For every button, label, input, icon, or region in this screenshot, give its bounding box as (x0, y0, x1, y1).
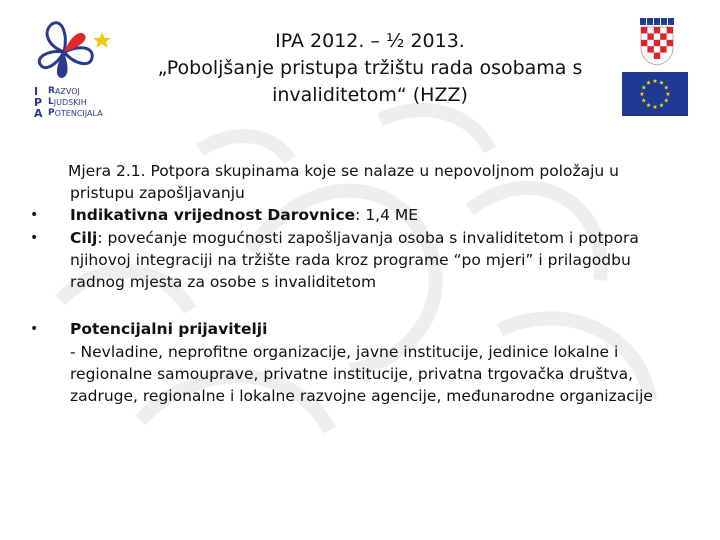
grant-item (70, 204, 418, 226)
applicants-line-3: zadruge, regionalne i lokalne razvojne agencije, međunarodne organizacije (70, 387, 653, 405)
measure-line-2: pristupu zapošljavanju (70, 184, 245, 202)
title-line-3: invaliditetom“ (HZZ) (272, 84, 468, 106)
logo-letter-i: I (34, 85, 39, 98)
applicants-label: Potencijalni prijavitelji (70, 320, 268, 338)
title-line-2: „Poboljšanje pristupa tržištu rada osobama s (157, 57, 583, 79)
slide-title (150, 28, 590, 109)
bullet-grant: • (30, 207, 39, 223)
goal-label: Cilj (70, 229, 98, 247)
goal-line-3: radnog mjesta za osobe s invaliditetom (70, 273, 377, 291)
ipa-logo: I R AZVOJ P L JUDSKIH A P OTENCIJALA (34, 16, 138, 122)
applicants-line-2: regionalne samouprave, privatne institucije, privatna trgovačka društva, (70, 365, 634, 383)
bullet-applicants: • (30, 321, 39, 337)
grant-value: : 1,4 ME (355, 206, 419, 224)
logo-letter-p: P (34, 96, 43, 109)
eu-flag-icon (622, 72, 688, 116)
bullet-goal: • (30, 230, 39, 246)
logo-letter-a: A (34, 107, 43, 120)
grant-label: Indikativna vrijednost Darovnice (70, 206, 356, 224)
goal-line-1: : povećanje mogućnosti zapošljavanja osoba s invaliditetom i potpora (97, 229, 639, 247)
goal-line-2: njihovoj integraciji na tržište rada kroz programe “po mjeri” i prilagodbu (70, 251, 631, 269)
croatia-coat-of-arms-icon (637, 18, 677, 66)
pinwheel-icon (34, 16, 138, 86)
applicants-line-1: - Nevladine, neprofitne organizacije, javne institucije, jedinice lokalne i (70, 343, 619, 361)
goal-item (70, 227, 639, 249)
measure-line-1: Mjera 2.1. Potpora skupinama koje se nalaze u nepovoljnom položaju u (68, 162, 619, 180)
title-line-1: IPA 2012. – ½ 2013. (275, 30, 465, 52)
